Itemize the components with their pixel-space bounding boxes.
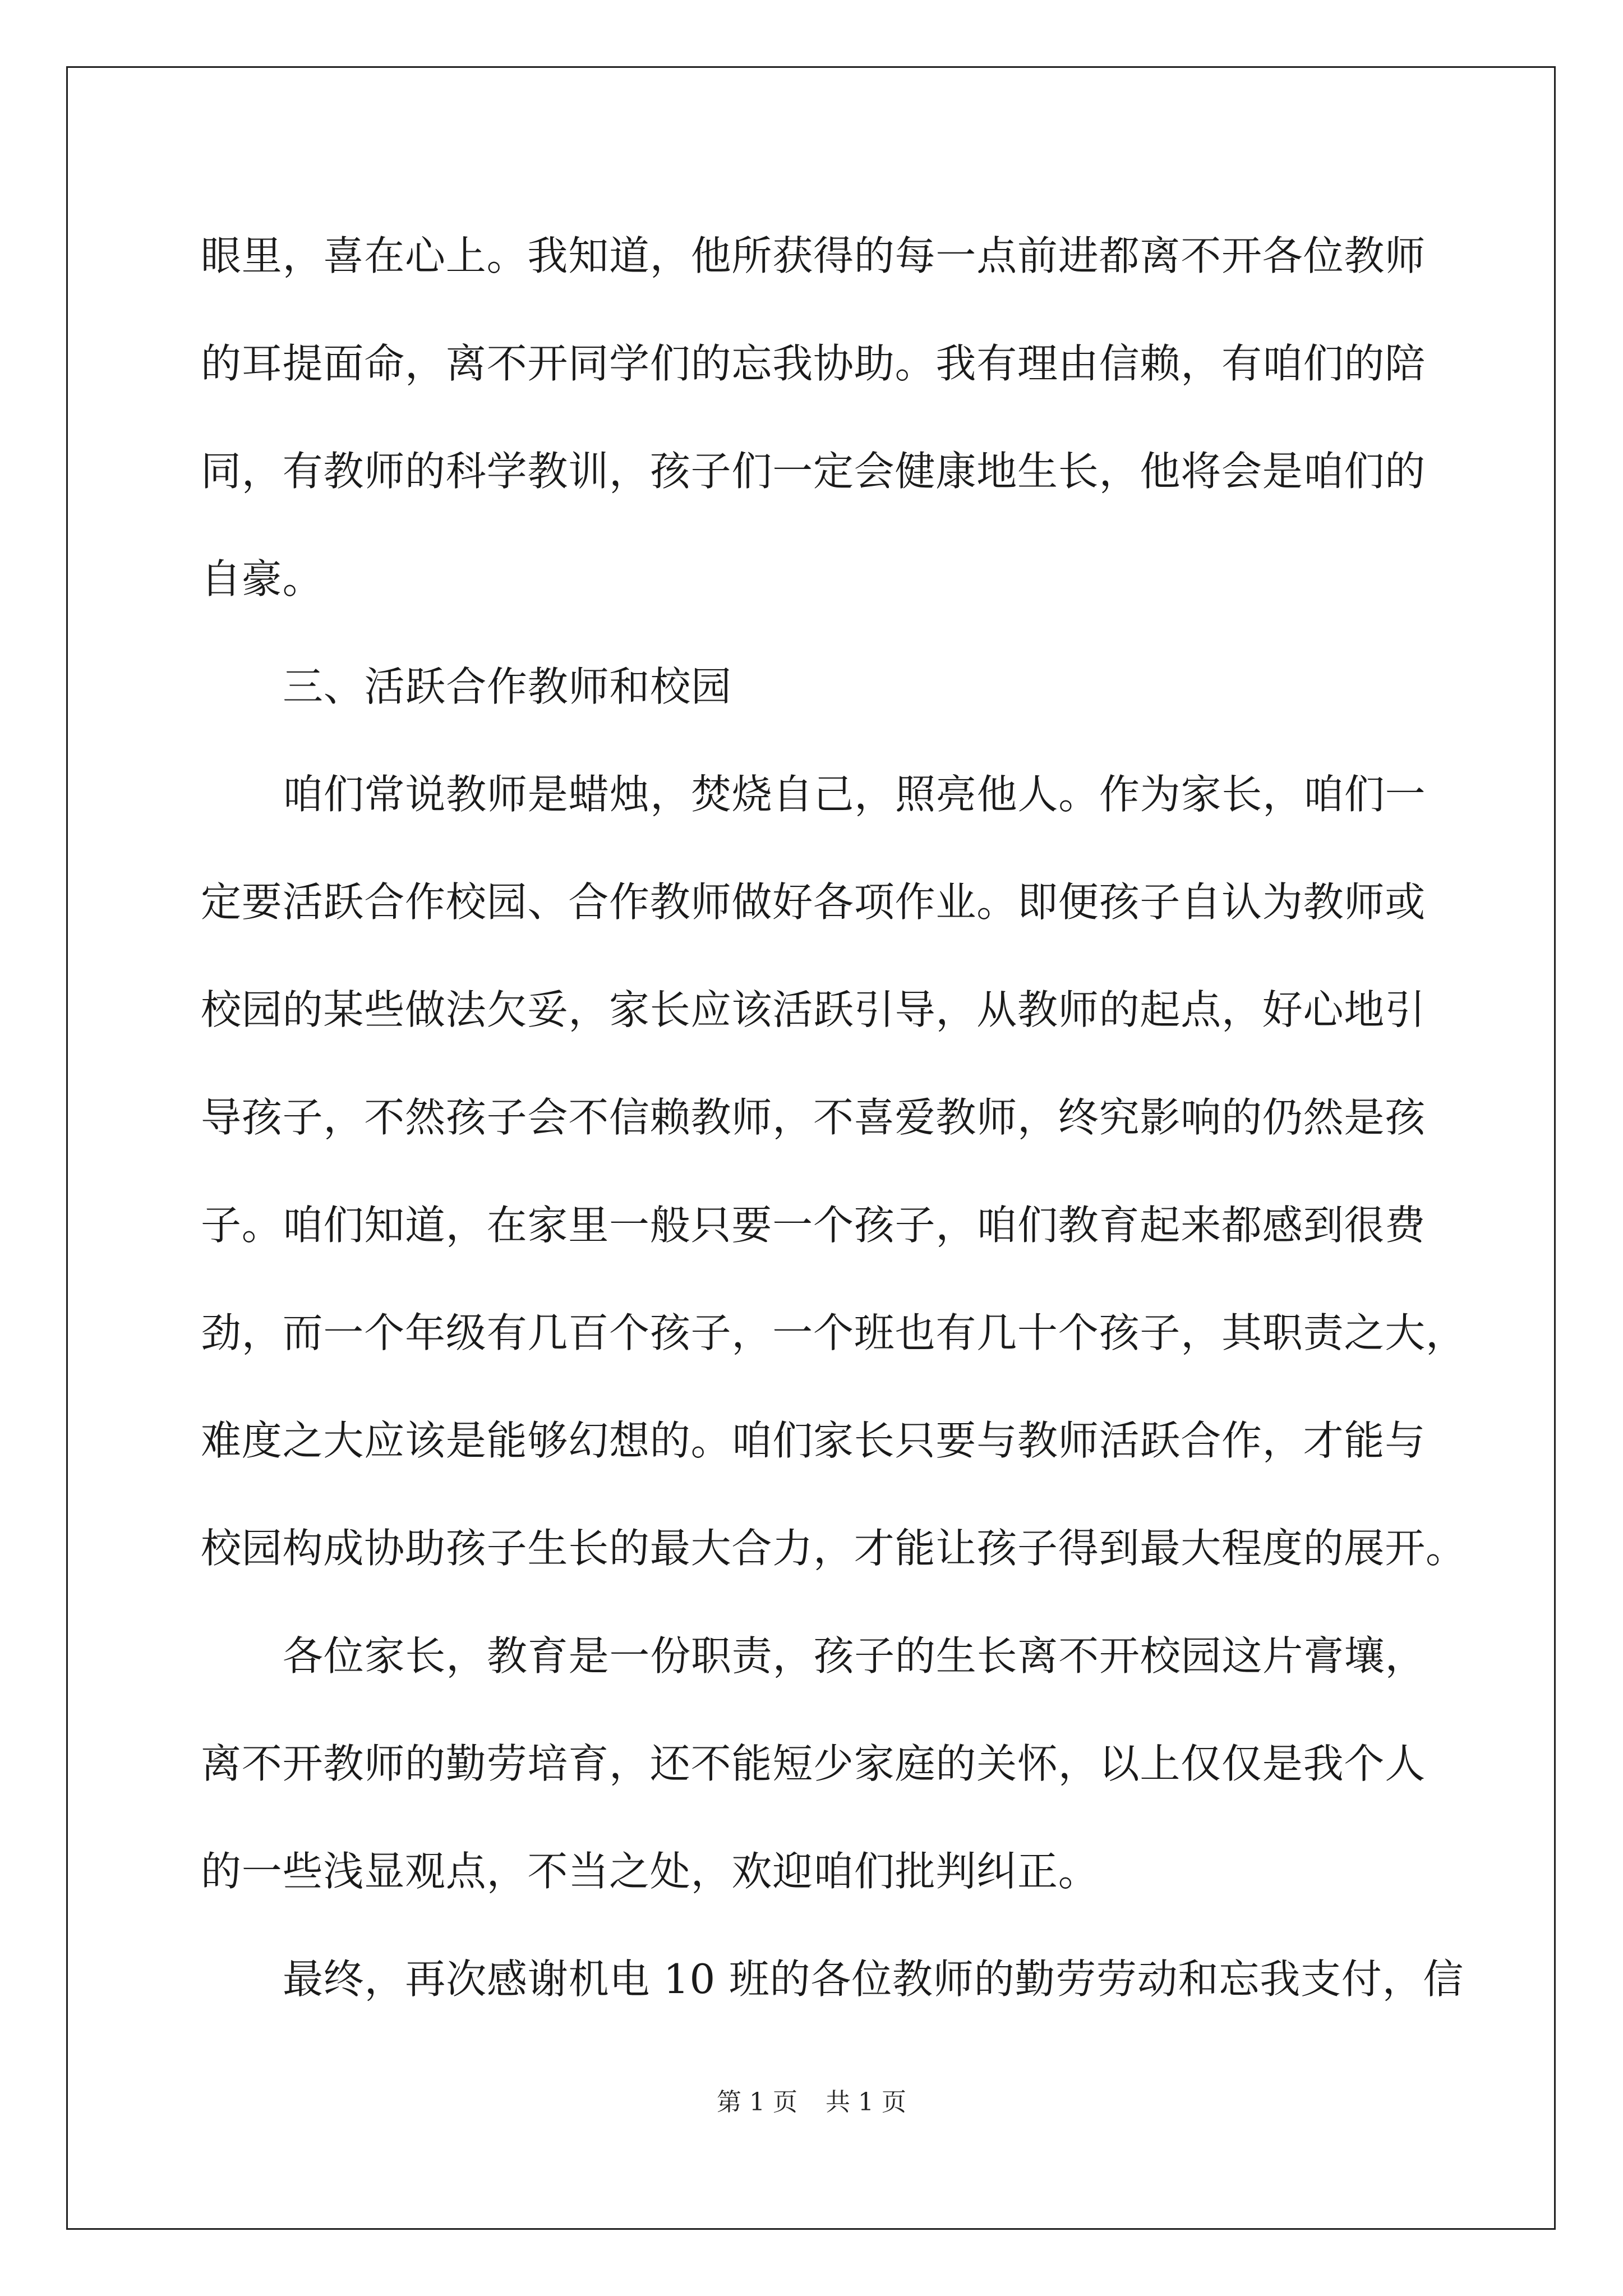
page-footer xyxy=(0,2086,1623,2119)
text-line: 校园的某些做法欠妥，家长应该活跃引导，从教师的起点，好心地引 xyxy=(201,986,1426,1033)
text-line: 眼里，喜在心上。我知道，他所获得的每一点前进都离不开各位教师 xyxy=(201,232,1426,279)
text-line: 子。咱们知道，在家里一般只要一个孩子，咱们教育起来都感到很费 xyxy=(201,1202,1426,1249)
paragraph-start: 咱们常说教师是蜡烛，焚烧自己，照亮他人。作为家长，咱们一 xyxy=(283,771,1426,818)
paragraph-start: 最终，再次感谢机电 10 班的各位教师的勤劳劳动和忘我支付，信 xyxy=(283,1955,1464,2003)
text-line: 的一些浅显观点，不当之处，欢迎咱们批判纠正。 xyxy=(201,1848,1099,1895)
section-heading: 三、活跃合作教师和校园 xyxy=(283,663,732,710)
text-line: 离不开教师的勤劳培育，还不能短少家庭的关怀，以上仅仅是我个人 xyxy=(201,1740,1426,1787)
text-line: 校园构成协助孩子生长的最大合力，才能让孩子得到最大程度的展开。 xyxy=(201,1525,1467,1572)
text-line: 导孩子，不然孩子会不信赖教师，不喜爱教师，终究影响的仍然是孩 xyxy=(201,1094,1426,1141)
text-line: 的耳提面命，离不开同学们的忘我协助。我有理由信赖，有咱们的陪 xyxy=(201,340,1426,387)
page-number: 第 1 页 xyxy=(717,2088,797,2116)
document-body xyxy=(201,202,1467,2033)
page-total: 共 1 页 xyxy=(826,2088,906,2116)
text-line: 劲，而一个年级有几百个孩子，一个班也有几十个孩子，其职责之大， xyxy=(201,1309,1467,1356)
text-line: 定要活跃合作校园、合作教师做好各项作业。即便孩子自认为教师或 xyxy=(201,878,1426,926)
text-line: 自豪。 xyxy=(201,555,324,602)
paragraph-start: 各位家长，教育是一份职责，孩子的生长离不开校园这片膏壤， xyxy=(283,1632,1426,1680)
text-line: 难度之大应该是能够幻想的。咱们家长只要与教师活跃合作，才能与 xyxy=(201,1417,1426,1464)
text-line: 同，有教师的科学教训，孩子们一定会健康地生长，他将会是咱们的 xyxy=(201,448,1426,495)
